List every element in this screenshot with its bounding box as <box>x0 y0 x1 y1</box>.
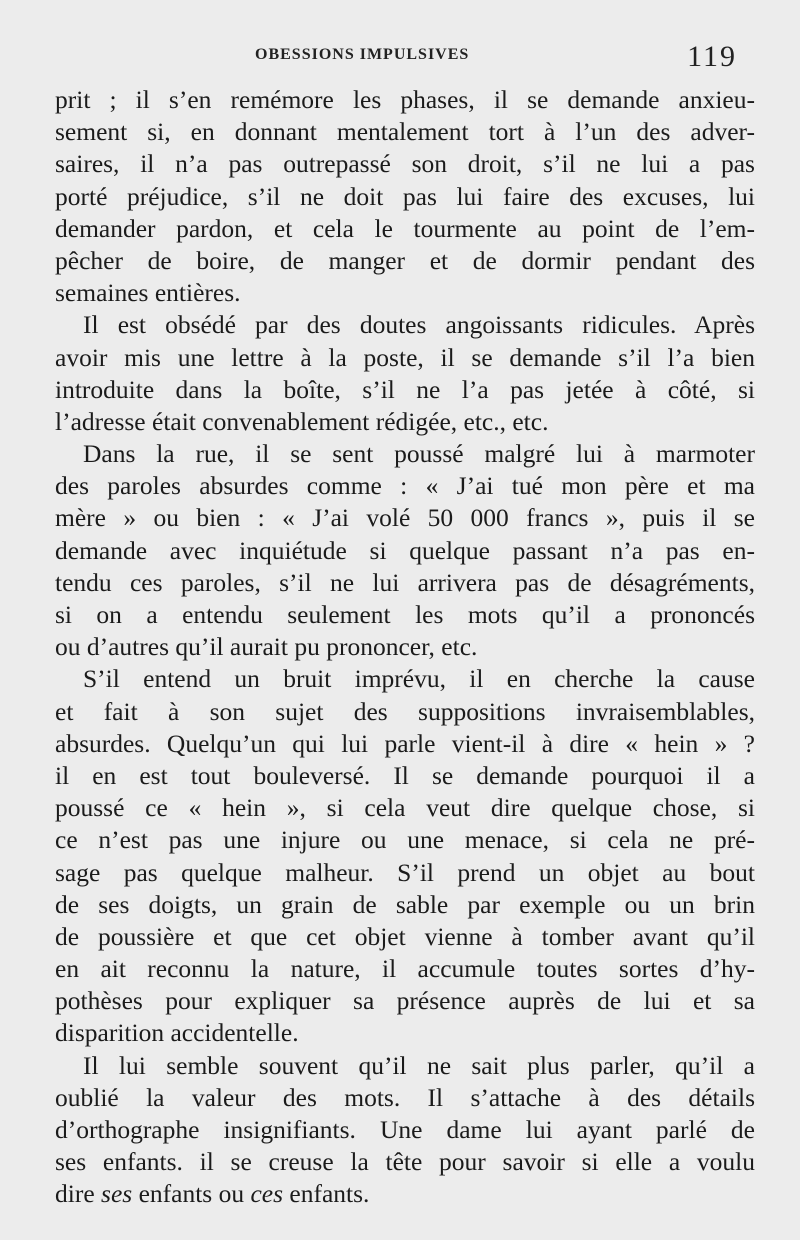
body-text <box>55 84 755 1211</box>
text-line: demande avec inquiétude si quelque passant n’a pas en- <box>55 535 755 565</box>
text-line: sage pas quelque malheur. S’il prend un objet au bout <box>55 857 755 887</box>
text-line-final <box>55 1178 755 1210</box>
text-line: d’orthographe insignifiants. Une dame lui ayant parlé de <box>55 1115 755 1144</box>
text-line: pothèses pour expliquer sa présence auprès de lui et sa <box>55 986 755 1016</box>
running-title: OBESSIONS IMPULSIVES <box>255 46 470 63</box>
text-line: disparition accidentelle. <box>55 1018 299 1048</box>
text-line: Il lui semble souvent qu’il ne sait plus parler, qu’il a <box>83 1050 755 1080</box>
text-line: Dans la rue, il se sent poussé malgré lui à marmoter <box>83 439 755 469</box>
text-line: saires, il n’a pas outrepassé son droit, s’il ne lui a pas <box>55 149 755 179</box>
text-line: absurdes. Quelqu’un qui lui parle vient-il à dire « hein » ? <box>55 728 755 758</box>
italic-word: ses <box>101 1179 133 1209</box>
text-line: introduite dans la boîte, s’il ne l’a pas jetée à côté, si <box>55 374 755 404</box>
text-line: tendu ces paroles, s’il ne lui arrivera pas de désagréments, <box>55 567 755 597</box>
page-number: 119 <box>687 40 737 73</box>
text-line: avoir mis une lettre à la poste, il se demande s’il l’a bien <box>55 342 755 372</box>
text-line: l’adresse était convenablement rédigée, etc., etc. <box>55 406 549 436</box>
text-line: si on a entendu seulement les mots qu’il a prononcés <box>55 600 755 629</box>
text-line: mère » ou bien : « J’ai volé 50 000 francs », puis il se <box>55 503 755 533</box>
text-line: semaines entières. <box>55 278 241 308</box>
text-segment: enfants. <box>283 1179 370 1209</box>
text-line: ses enfants. il se creuse la tête pour savoir si elle a voulu <box>55 1147 755 1177</box>
text-line: sement si, en donnant mentalement tort à l’un des adver- <box>55 117 755 147</box>
text-line: en ait reconnu la nature, il accumule toutes sortes d’hy- <box>55 954 755 984</box>
text-line: pêcher de boire, de manger et de dormir pendant des <box>55 245 755 275</box>
text-line: ce n’est pas une injure ou une menace, si cela ne pré- <box>55 825 755 855</box>
italic-word: ces <box>250 1179 284 1209</box>
text-line: de poussière et que cet objet vienne à tomber avant qu’il <box>55 921 755 951</box>
text-line: et fait à son sujet des suppositions invraisemblables, <box>55 696 755 726</box>
text-line: il en est tout bouleversé. Il se demande pourquoi il a <box>55 760 755 790</box>
text-segment: dire <box>55 1179 102 1209</box>
text-line: prit ; il s’en remémore les phases, il se demande anxieu- <box>55 85 755 114</box>
text-line: porté préjudice, s’il ne doit pas lui faire des excuses, lui <box>55 181 755 211</box>
text-segment: enfants ou <box>132 1179 251 1209</box>
text-line: poussé ce « hein », si cela veut dire quelque chose, si <box>55 793 755 823</box>
text-line: ou d’autres qu’il aurait pu prononcer, etc. <box>55 632 478 662</box>
page-header <box>55 40 745 80</box>
text-line: des paroles absurdes comme : « J’ai tué mon père et ma <box>55 471 755 501</box>
text-line: demander pardon, et cela le tourmente au point de l’em- <box>55 213 755 243</box>
text-line: de ses doigts, un grain de sable par exemple ou un brin <box>55 889 755 919</box>
text-line: S’il entend un bruit imprévu, il en cherche la cause <box>83 664 755 694</box>
text-line: oublié la valeur des mots. Il s’attache à des détails <box>55 1082 755 1112</box>
text-line: Il est obsédé par des doutes angoissants ridicules. Après <box>83 310 755 340</box>
